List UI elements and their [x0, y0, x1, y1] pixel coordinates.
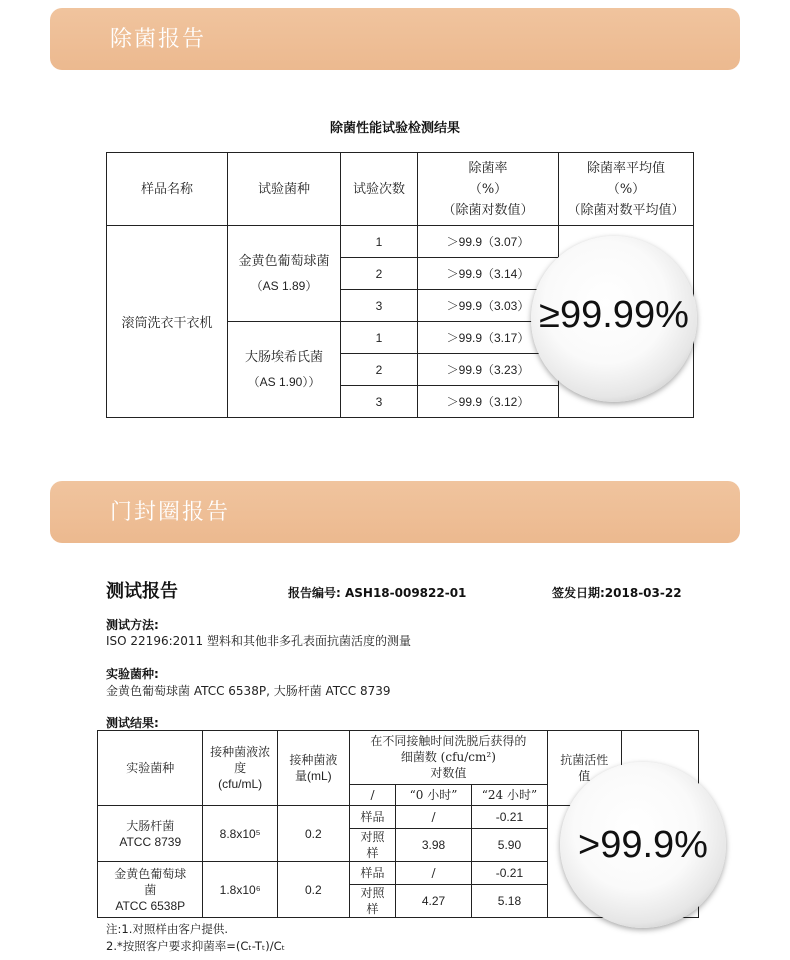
times-cell: 2 — [341, 258, 418, 290]
volume-cell: 0.2 — [277, 806, 349, 862]
rate-cell: ＞99.9（3.23） — [418, 354, 559, 386]
strain-cell — [228, 226, 341, 322]
concentration-cell: 8.8x10⁵ — [203, 806, 277, 862]
header-line: 接种菌液 — [289, 753, 338, 767]
value-cell: 5.18 — [471, 885, 547, 918]
rate-cell: ＞99.9（3.17） — [418, 322, 559, 354]
strain-name: 菌 — [144, 882, 157, 897]
header-line: 接种菌液浓 — [210, 745, 271, 759]
header-rate-line: （%） — [468, 181, 508, 197]
strain-name: 金黄色葡萄球 — [114, 866, 187, 881]
type-cell — [349, 885, 395, 918]
strain-name: 大肠埃希氏菌 — [244, 349, 323, 365]
subheader-0h: “0 小时” — [396, 784, 472, 805]
header-average-line: （%） — [606, 181, 646, 197]
strain-code: ATCC 8739 — [119, 834, 182, 849]
magnifier-callout — [560, 762, 726, 928]
volume-cell: 0.2 — [277, 862, 349, 918]
strain-cell — [228, 322, 341, 418]
value-cell: / — [396, 862, 472, 885]
header-volume — [277, 731, 349, 806]
header-line: 抗菌活性 — [560, 753, 609, 767]
subheader-24h: “24 小时” — [471, 784, 547, 805]
value-cell: 5.90 — [471, 829, 547, 862]
sample-name-cell: 滚筒洗衣干衣机 — [107, 226, 228, 418]
strain-name: 金黄色葡萄球菌 — [238, 253, 330, 269]
strain-cell — [98, 806, 203, 862]
times-cell: 1 — [341, 322, 418, 354]
type-line: 样 — [366, 902, 379, 916]
type-cell — [349, 829, 395, 862]
strain-cell — [98, 862, 203, 918]
report-title: 测试报告 — [106, 581, 178, 602]
header-line: 细菌数 (cfu/cm²) — [400, 750, 496, 765]
header-rate-line: 除菌率 — [468, 160, 508, 176]
rate-cell: ＞99.9（3.07） — [418, 226, 559, 258]
value-cell: / — [396, 806, 472, 829]
header-rate-line: （除菌对数值） — [442, 202, 534, 218]
rate-cell: ＞99.9（3.14） — [418, 258, 559, 290]
type-line: 样 — [366, 846, 379, 860]
header-line: 对数值 — [430, 766, 467, 781]
strain-label: 实验菌种: — [106, 667, 159, 681]
header-bacterial-count — [349, 731, 547, 785]
method-text: ISO 22196:2011 塑料和其他非多孔表面抗菌活度的测量 — [106, 634, 411, 648]
value-cell: 4.27 — [396, 885, 472, 918]
strain-name: 大肠杆菌 — [126, 818, 175, 833]
strain-code: （AS 1.90）） — [247, 374, 321, 389]
section-banner-sterilization — [50, 8, 740, 70]
header-line: 度 — [234, 761, 247, 775]
header-line: 在不同接触时间洗脱后获得的 — [370, 734, 527, 749]
report-number: 报告编号: ASH18-009822-01 — [288, 586, 467, 600]
header-times: 试验次数 — [341, 153, 418, 226]
result-label: 测试结果: — [106, 716, 159, 730]
header-line: 值 — [578, 769, 591, 783]
method-label: 测试方法: — [106, 618, 159, 632]
note-1: 注:1.对照样由客户提供. — [106, 922, 229, 936]
header-average-line: 除菌率平均值 — [586, 160, 665, 176]
type-line: 对照 — [360, 830, 385, 844]
header-strain: 实验菌种 — [98, 731, 203, 806]
times-cell: 2 — [341, 354, 418, 386]
header-concentration — [203, 731, 277, 806]
times-cell: 3 — [341, 386, 418, 418]
table-header-row — [107, 153, 694, 226]
header-rate — [418, 153, 559, 226]
banner-title: 门封圈报告 — [110, 500, 231, 525]
times-cell: 3 — [341, 290, 418, 322]
magnifier-callout — [531, 236, 697, 402]
type-line: 对照 — [360, 886, 385, 900]
value-cell: -0.21 — [471, 862, 547, 885]
value-cell: -0.21 — [471, 806, 547, 829]
rate-cell: ＞99.9（3.12） — [418, 386, 559, 418]
type-cell: 样品 — [349, 862, 395, 885]
header-line: 量(mL) — [295, 769, 332, 783]
header-average-line: （除菌对数平均值） — [567, 202, 685, 218]
strain-code: （AS 1.89） — [250, 278, 318, 293]
test-result-title: 除菌性能试验检测结果 — [329, 121, 460, 136]
rate-cell: ＞99.9（3.03） — [418, 290, 559, 322]
header-strain: 试验菌种 — [228, 153, 341, 226]
banner-title: 除菌报告 — [110, 27, 207, 52]
strain-text: 金黄色葡萄球菌 ATCC 6538P, 大肠杆菌 ATCC 8739 — [106, 684, 391, 698]
subheader-slash: / — [349, 784, 395, 805]
strain-code: ATCC 6538P — [115, 898, 186, 913]
callout-value: >99.9% — [578, 824, 708, 866]
header-sample: 样品名称 — [107, 153, 228, 226]
note-2: 2.*按照客户要求抑菌率=(Cₜ-Tₜ)/Cₜ — [106, 939, 286, 953]
section-banner-door-seal — [50, 481, 740, 543]
times-cell: 1 — [341, 226, 418, 258]
value-cell: 3.98 — [396, 829, 472, 862]
callout-value: ≥99.99% — [539, 294, 689, 336]
header-average — [559, 153, 694, 226]
concentration-cell: 1.8x10⁶ — [203, 862, 277, 918]
header-line: (cfu/mL) — [218, 777, 263, 791]
type-cell: 样品 — [349, 806, 395, 829]
issue-date: 签发日期:2018-03-22 — [552, 586, 682, 600]
